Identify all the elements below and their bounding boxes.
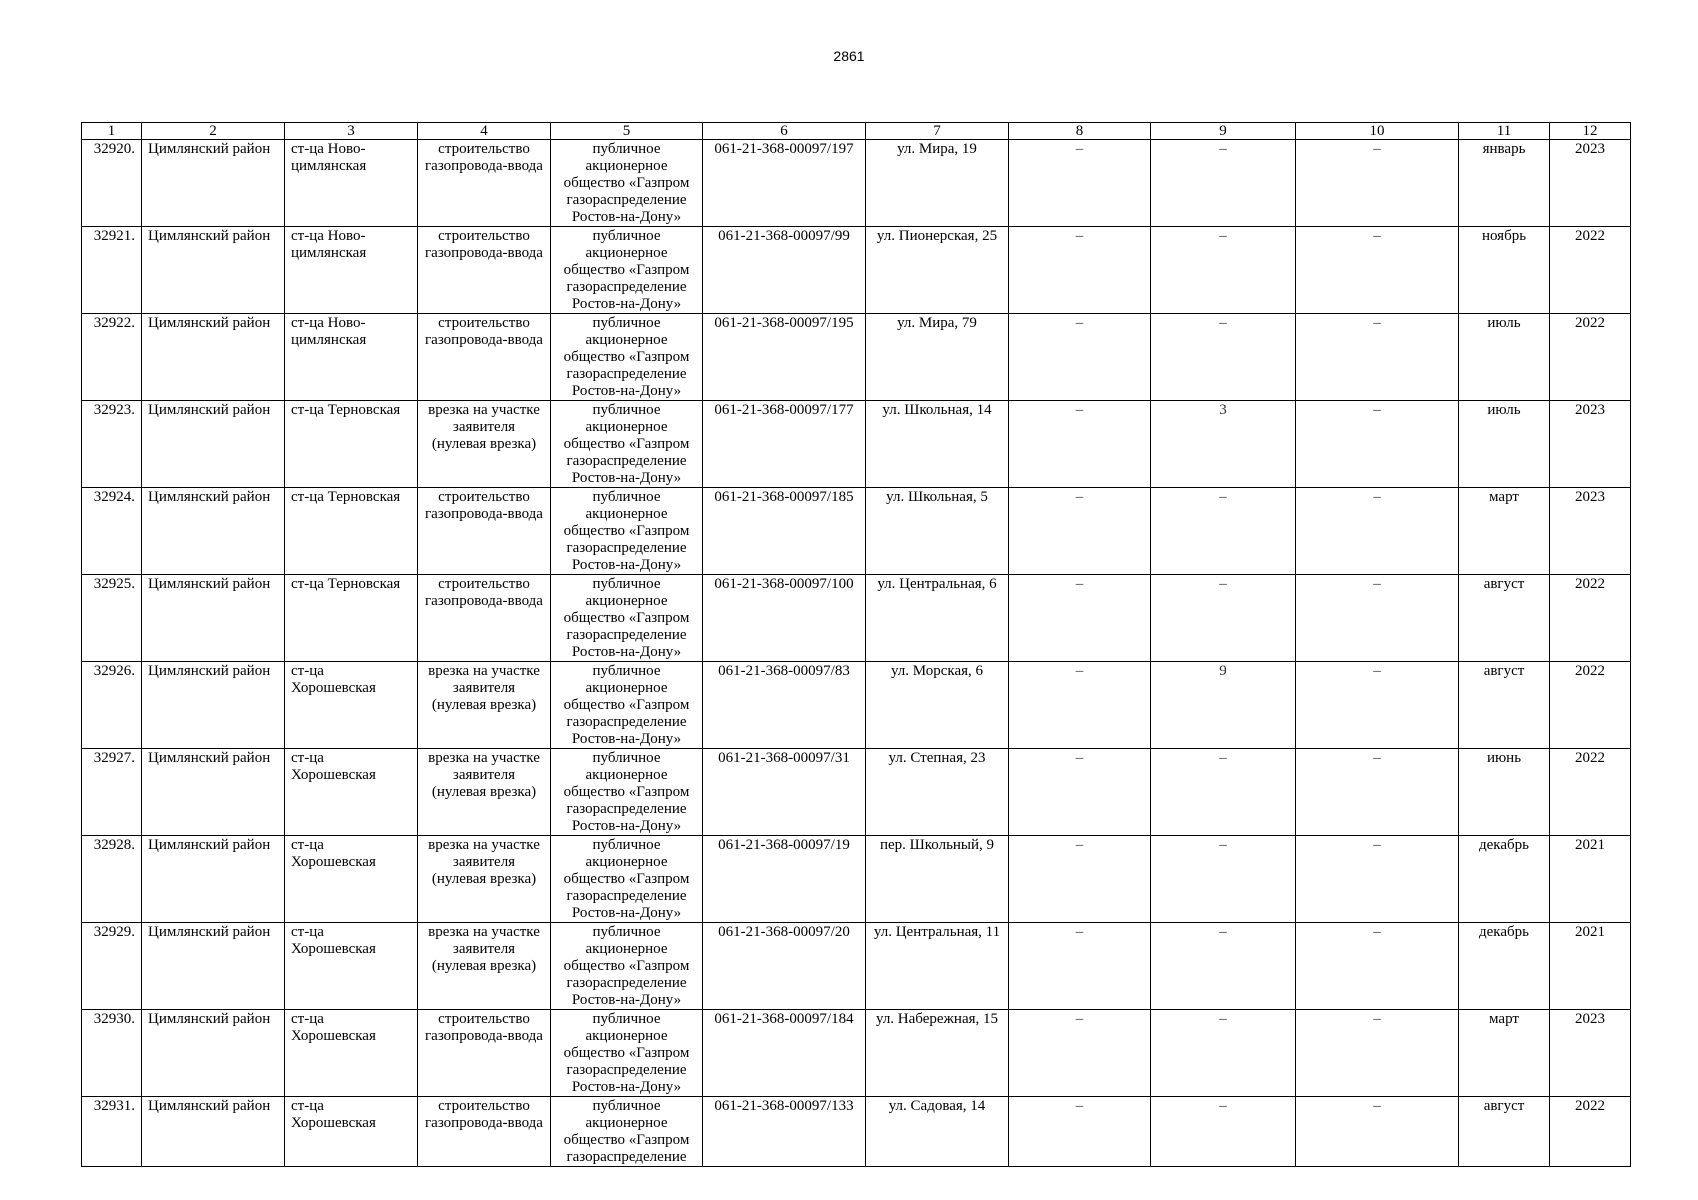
cell-settlement: ст-ца Хорошевская bbox=[285, 1010, 418, 1097]
cell-number: 32930. bbox=[82, 1010, 142, 1097]
table-row bbox=[82, 140, 1631, 227]
cell-col9: – bbox=[1151, 749, 1296, 836]
column-header: 9 bbox=[1151, 123, 1296, 140]
table-row bbox=[82, 749, 1631, 836]
cell-number: 32927. bbox=[82, 749, 142, 836]
cell-address: ул. Школьная, 14 bbox=[866, 401, 1009, 488]
table-row bbox=[82, 836, 1631, 923]
cell-col9: 9 bbox=[1151, 662, 1296, 749]
cell-number: 32924. bbox=[82, 488, 142, 575]
cell-number: 32931. bbox=[82, 1097, 142, 1167]
table-row bbox=[82, 575, 1631, 662]
cell-organization: публичное акционерное общество «Газпром газораспределение Ростов-на-Дону» bbox=[551, 836, 703, 923]
cell-year: 2022 bbox=[1550, 1097, 1631, 1167]
cell-col9: – bbox=[1151, 314, 1296, 401]
cell-settlement: ст-ца Хорошевская bbox=[285, 923, 418, 1010]
cell-organization: публичное акционерное общество «Газпром газораспределение Ростов-на-Дону» bbox=[551, 314, 703, 401]
cell-col9: – bbox=[1151, 1010, 1296, 1097]
cell-col8: – bbox=[1009, 836, 1151, 923]
cell-district: Цимлянский район bbox=[142, 662, 285, 749]
cell-address: ул. Мира, 79 bbox=[866, 314, 1009, 401]
table-row bbox=[82, 923, 1631, 1010]
cell-address: ул. Морская, 6 bbox=[866, 662, 1009, 749]
registry-table bbox=[81, 122, 1631, 1167]
column-header: 2 bbox=[142, 123, 285, 140]
cell-year: 2022 bbox=[1550, 749, 1631, 836]
cell-code: 061-21-368-00097/184 bbox=[703, 1010, 866, 1097]
cell-month: август bbox=[1459, 1097, 1550, 1167]
column-header: 7 bbox=[866, 123, 1009, 140]
cell-col10: – bbox=[1296, 488, 1459, 575]
cell-district: Цимлянский район bbox=[142, 401, 285, 488]
cell-address: ул. Мира, 19 bbox=[866, 140, 1009, 227]
cell-col10: – bbox=[1296, 575, 1459, 662]
cell-work-type: врезка на участке заявителя (нулевая врезка) bbox=[418, 749, 551, 836]
cell-settlement: ст-ца Хорошевская bbox=[285, 836, 418, 923]
cell-number: 32928. bbox=[82, 836, 142, 923]
cell-year: 2021 bbox=[1550, 836, 1631, 923]
cell-col9: – bbox=[1151, 488, 1296, 575]
cell-work-type: врезка на участке заявителя (нулевая врезка) bbox=[418, 836, 551, 923]
cell-col9: – bbox=[1151, 227, 1296, 314]
cell-code: 061-21-368-00097/83 bbox=[703, 662, 866, 749]
cell-code: 061-21-368-00097/19 bbox=[703, 836, 866, 923]
cell-work-type: врезка на участке заявителя (нулевая врезка) bbox=[418, 923, 551, 1010]
cell-month: декабрь bbox=[1459, 836, 1550, 923]
cell-year: 2022 bbox=[1550, 575, 1631, 662]
table-row bbox=[82, 227, 1631, 314]
cell-settlement: ст-ца Хорошевская bbox=[285, 1097, 418, 1167]
cell-month: декабрь bbox=[1459, 923, 1550, 1010]
table-row bbox=[82, 401, 1631, 488]
cell-work-type: строительство газопровода-ввода bbox=[418, 1010, 551, 1097]
cell-number: 32920. bbox=[82, 140, 142, 227]
cell-month: март bbox=[1459, 1010, 1550, 1097]
cell-address: пер. Школьный, 9 bbox=[866, 836, 1009, 923]
cell-organization: публичное акционерное общество «Газпром газораспределение Ростов-на-Дону» bbox=[551, 662, 703, 749]
column-header: 12 bbox=[1550, 123, 1631, 140]
cell-col9: – bbox=[1151, 575, 1296, 662]
cell-col9: – bbox=[1151, 1097, 1296, 1167]
cell-code: 061-21-368-00097/31 bbox=[703, 749, 866, 836]
cell-month: август bbox=[1459, 575, 1550, 662]
column-header: 11 bbox=[1459, 123, 1550, 140]
cell-code: 061-21-368-00097/20 bbox=[703, 923, 866, 1010]
cell-code: 061-21-368-00097/185 bbox=[703, 488, 866, 575]
cell-col8: – bbox=[1009, 140, 1151, 227]
cell-year: 2023 bbox=[1550, 140, 1631, 227]
cell-month: июль bbox=[1459, 314, 1550, 401]
cell-district: Цимлянский район bbox=[142, 1010, 285, 1097]
column-header: 5 bbox=[551, 123, 703, 140]
cell-address: ул. Школьная, 5 bbox=[866, 488, 1009, 575]
cell-month: июнь bbox=[1459, 749, 1550, 836]
cell-col8: – bbox=[1009, 1010, 1151, 1097]
cell-number: 32926. bbox=[82, 662, 142, 749]
cell-col8: – bbox=[1009, 227, 1151, 314]
cell-year: 2023 bbox=[1550, 401, 1631, 488]
cell-month: январь bbox=[1459, 140, 1550, 227]
cell-organization: публичное акционерное общество «Газпром газораспределение Ростов-на-Дону» bbox=[551, 488, 703, 575]
cell-col10: – bbox=[1296, 923, 1459, 1010]
cell-organization: публичное акционерное общество «Газпром газораспределение Ростов-на-Дону» bbox=[551, 401, 703, 488]
cell-address: ул. Центральная, 6 bbox=[866, 575, 1009, 662]
cell-district: Цимлянский район bbox=[142, 836, 285, 923]
cell-code: 061-21-368-00097/177 bbox=[703, 401, 866, 488]
cell-col10: – bbox=[1296, 836, 1459, 923]
cell-year: 2022 bbox=[1550, 227, 1631, 314]
cell-work-type: строительство газопровода-ввода bbox=[418, 575, 551, 662]
cell-year: 2021 bbox=[1550, 923, 1631, 1010]
table-row bbox=[82, 1010, 1631, 1097]
cell-col10: – bbox=[1296, 1010, 1459, 1097]
column-header: 4 bbox=[418, 123, 551, 140]
cell-code: 061-21-368-00097/197 bbox=[703, 140, 866, 227]
cell-col10: – bbox=[1296, 662, 1459, 749]
cell-settlement: ст-ца Терновская bbox=[285, 575, 418, 662]
cell-month: ноябрь bbox=[1459, 227, 1550, 314]
cell-district: Цимлянский район bbox=[142, 314, 285, 401]
cell-col8: – bbox=[1009, 1097, 1151, 1167]
cell-organization: публичное акционерное общество «Газпром газораспределение Ростов-на-Дону» bbox=[551, 923, 703, 1010]
cell-col8: – bbox=[1009, 401, 1151, 488]
cell-month: март bbox=[1459, 488, 1550, 575]
cell-number: 32929. bbox=[82, 923, 142, 1010]
cell-organization: публичное акционерное общество «Газпром газораспределение Ростов-на-Дону» bbox=[551, 140, 703, 227]
cell-address: ул. Садовая, 14 bbox=[866, 1097, 1009, 1167]
cell-work-type: врезка на участке заявителя (нулевая врезка) bbox=[418, 662, 551, 749]
cell-col8: – bbox=[1009, 575, 1151, 662]
cell-work-type: врезка на участке заявителя (нулевая врезка) bbox=[418, 401, 551, 488]
table-row bbox=[82, 488, 1631, 575]
cell-number: 32921. bbox=[82, 227, 142, 314]
cell-year: 2023 bbox=[1550, 1010, 1631, 1097]
cell-district: Цимлянский район bbox=[142, 575, 285, 662]
cell-col8: – bbox=[1009, 488, 1151, 575]
cell-work-type: строительство газопровода-ввода bbox=[418, 227, 551, 314]
cell-district: Цимлянский район bbox=[142, 749, 285, 836]
cell-district: Цимлянский район bbox=[142, 1097, 285, 1167]
cell-col8: – bbox=[1009, 923, 1151, 1010]
cell-settlement: ст-ца Ново-цимлянская bbox=[285, 140, 418, 227]
column-header: 3 bbox=[285, 123, 418, 140]
cell-number: 32925. bbox=[82, 575, 142, 662]
cell-address: ул. Набережная, 15 bbox=[866, 1010, 1009, 1097]
cell-address: ул. Пионерская, 25 bbox=[866, 227, 1009, 314]
table-row bbox=[82, 662, 1631, 749]
table-row bbox=[82, 1097, 1631, 1167]
cell-col10: – bbox=[1296, 227, 1459, 314]
cell-organization: публичное акционерное общество «Газпром газораспределение bbox=[551, 1097, 703, 1167]
cell-code: 061-21-368-00097/100 bbox=[703, 575, 866, 662]
cell-district: Цимлянский район bbox=[142, 923, 285, 1010]
cell-organization: публичное акционерное общество «Газпром газораспределение Ростов-на-Дону» bbox=[551, 227, 703, 314]
cell-work-type: строительство газопровода-ввода bbox=[418, 488, 551, 575]
cell-col10: – bbox=[1296, 749, 1459, 836]
cell-settlement: ст-ца Терновская bbox=[285, 488, 418, 575]
cell-col10: – bbox=[1296, 1097, 1459, 1167]
cell-col10: – bbox=[1296, 314, 1459, 401]
cell-year: 2023 bbox=[1550, 488, 1631, 575]
cell-address: ул. Центральная, 11 bbox=[866, 923, 1009, 1010]
cell-work-type: строительство газопровода-ввода bbox=[418, 140, 551, 227]
cell-code: 061-21-368-00097/133 bbox=[703, 1097, 866, 1167]
cell-col9: – bbox=[1151, 836, 1296, 923]
cell-col9: 3 bbox=[1151, 401, 1296, 488]
cell-col10: – bbox=[1296, 140, 1459, 227]
cell-col9: – bbox=[1151, 140, 1296, 227]
cell-year: 2022 bbox=[1550, 662, 1631, 749]
cell-organization: публичное акционерное общество «Газпром газораспределение Ростов-на-Дону» bbox=[551, 575, 703, 662]
cell-district: Цимлянский район bbox=[142, 140, 285, 227]
cell-settlement: ст-ца Хорошевская bbox=[285, 749, 418, 836]
cell-settlement: ст-ца Хорошевская bbox=[285, 662, 418, 749]
column-header: 1 bbox=[82, 123, 142, 140]
cell-month: август bbox=[1459, 662, 1550, 749]
cell-month: июль bbox=[1459, 401, 1550, 488]
cell-code: 061-21-368-00097/195 bbox=[703, 314, 866, 401]
cell-number: 32922. bbox=[82, 314, 142, 401]
cell-year: 2022 bbox=[1550, 314, 1631, 401]
cell-organization: публичное акционерное общество «Газпром газораспределение Ростов-на-Дону» bbox=[551, 749, 703, 836]
cell-district: Цимлянский район bbox=[142, 488, 285, 575]
cell-col8: – bbox=[1009, 314, 1151, 401]
cell-settlement: ст-ца Терновская bbox=[285, 401, 418, 488]
cell-settlement: ст-ца Ново-цимлянская bbox=[285, 227, 418, 314]
column-header: 8 bbox=[1009, 123, 1151, 140]
cell-address: ул. Степная, 23 bbox=[866, 749, 1009, 836]
cell-organization: публичное акционерное общество «Газпром газораспределение Ростов-на-Дону» bbox=[551, 1010, 703, 1097]
cell-number: 32923. bbox=[82, 401, 142, 488]
cell-district: Цимлянский район bbox=[142, 227, 285, 314]
cell-col10: – bbox=[1296, 401, 1459, 488]
cell-settlement: ст-ца Ново-цимлянская bbox=[285, 314, 418, 401]
column-header: 10 bbox=[1296, 123, 1459, 140]
cell-code: 061-21-368-00097/99 bbox=[703, 227, 866, 314]
page-number: 2861 bbox=[833, 48, 865, 64]
cell-work-type: строительство газопровода-ввода bbox=[418, 1097, 551, 1167]
cell-col9: – bbox=[1151, 923, 1296, 1010]
cell-work-type: строительство газопровода-ввода bbox=[418, 314, 551, 401]
column-header: 6 bbox=[703, 123, 866, 140]
table-row bbox=[82, 314, 1631, 401]
cell-col8: – bbox=[1009, 662, 1151, 749]
header-row bbox=[82, 123, 1631, 140]
cell-col8: – bbox=[1009, 749, 1151, 836]
